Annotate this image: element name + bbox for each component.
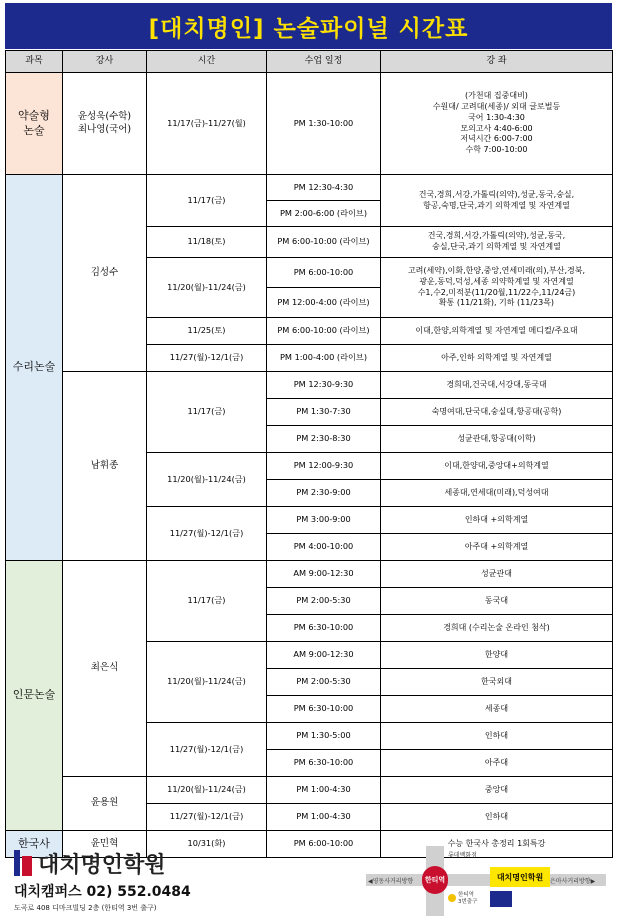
course-cell: 동국대 — [381, 588, 613, 615]
period-cell: 11/27(월)-12/1(금) — [147, 345, 267, 372]
location-map — [366, 846, 606, 916]
schedule-cell: PM 2:00-5:30 — [267, 588, 381, 615]
course-cell: 한국외대 — [381, 669, 613, 696]
subject-cell: 수리논술 — [6, 175, 63, 561]
course-cell: 경희대,건국대,서강대,동국대 — [381, 372, 613, 399]
course-cell: 중앙대 — [381, 777, 613, 804]
table-row — [6, 372, 613, 399]
instructor-cell: 윤용원 — [63, 777, 147, 831]
academy-address: 도곡로 408 디마크빌딩 2층 (한티역 3번 출구) — [14, 904, 157, 912]
course-cell: 수능 한국사 총정리 1회특강 — [381, 831, 613, 858]
period-cell: 11/17(금) — [147, 175, 267, 227]
subject-cell: 약술형 논술 — [6, 73, 63, 175]
map-direction-left: ◀영동사거리방향 — [368, 878, 414, 885]
period-cell: 11/27(월)-12/1(금) — [147, 507, 267, 561]
academy-logo-icon — [14, 850, 32, 876]
schedule-cell: PM 4:00-10:00 — [267, 534, 381, 561]
header-instructor: 강사 — [63, 51, 147, 73]
academy-name: 대치명인학원 — [38, 853, 166, 878]
schedule-cell: AM 9:00-12:30 — [267, 561, 381, 588]
course-cell: 숙명여대,단국대,숭실대,항공대(공학) — [381, 399, 613, 426]
course-cell: 성균관대 — [381, 561, 613, 588]
schedule-cell: PM 6:00-10:00 — [267, 258, 381, 288]
schedule-cell: PM 2:00-6:00 (라이브) — [267, 201, 381, 227]
campus-phone: 대치캠퍼스 02) 552.0484 — [14, 884, 191, 900]
course-cell: 아주대 +의학계열 — [381, 534, 613, 561]
schedule-cell: PM 6:30-10:00 — [267, 696, 381, 723]
schedule-table — [5, 50, 613, 858]
subway-exit-label: 한티역 3번출구 — [458, 892, 478, 905]
schedule-cell: PM 6:00-10:00 (라이브) — [267, 227, 381, 258]
period-cell: 11/20(월)-11/24(금) — [147, 642, 267, 723]
period-cell: 11/20(월)-11/24(금) — [147, 777, 267, 804]
instructor-cell: 남휘종 — [63, 372, 147, 561]
course-cell: 건국,경희,서강,가톨릭(의약),성균,동국, 숭실,단국,과기 의학계열 및 자연계열 — [381, 227, 613, 258]
schedule-cell: PM 1:30-10:00 — [267, 73, 381, 175]
period-cell: 11/18(토) — [147, 227, 267, 258]
schedule-cell: PM 1:00-4:30 — [267, 777, 381, 804]
course-cell: 인하대 — [381, 804, 613, 831]
header-course: 강 좌 — [381, 51, 613, 73]
page-title: [대치명인] 논술파이널 시간표 — [5, 3, 612, 49]
subject-cell: 인문논술 — [6, 561, 63, 831]
instructor-cell: 김성수 — [63, 175, 147, 372]
schedule-cell: PM 6:30-10:00 — [267, 615, 381, 642]
table-row — [6, 777, 613, 804]
course-cell: 성균관대,항공대(이학) — [381, 426, 613, 453]
academy-footer — [10, 846, 260, 916]
schedule-cell: PM 12:30-4:30 — [267, 175, 381, 201]
period-cell: 11/20(월)-11/24(금) — [147, 453, 267, 507]
map-landmark-label: 롯데백화점 — [448, 852, 477, 859]
table-row — [6, 73, 613, 175]
period-cell: 11/17(금) — [147, 561, 267, 642]
course-cell: 이대,한양,의학계열 및 자연계열 메디컬/주요대 — [381, 318, 613, 345]
schedule-cell: PM 6:00-10:00 — [267, 831, 381, 858]
schedule-cell: PM 6:30-10:00 — [267, 750, 381, 777]
header-subject: 과목 — [6, 51, 63, 73]
course-cell: 아주대 — [381, 750, 613, 777]
schedule-cell: PM 12:00-9:30 — [267, 453, 381, 480]
period-cell: 11/20(월)-11/24(금) — [147, 258, 267, 318]
course-cell: 한양대 — [381, 642, 613, 669]
course-cell: (가천대 집중대비) 수원대/ 고려대(세종)/ 외대 글로벌등 국어 1:30-4:30 모의고사 4:40-6:00 저녁시간 6:00-7:00 수학 7:00-10:00 — [381, 73, 613, 175]
header-schedule: 수업 일정 — [267, 51, 381, 73]
subject-cell: 한국사 — [6, 831, 63, 858]
instructor-cell: 윤민혁 — [63, 831, 147, 858]
period-cell: 11/25(토) — [147, 318, 267, 345]
schedule-cell: PM 1:30-5:00 — [267, 723, 381, 750]
table-row — [6, 175, 613, 201]
schedule-cell: PM 12:30-9:30 — [267, 372, 381, 399]
course-cell: 건국,경희,서강,가톨릭(의약),성균,동국,숭실, 항공,숙명,단국,과기 의학계열 및 자연계열 — [381, 175, 613, 227]
schedule-cell: PM 1:00-4:30 — [267, 804, 381, 831]
table-header-row — [6, 51, 613, 73]
course-cell: 세종대,연세대(미래),덕성여대 — [381, 480, 613, 507]
schedule-cell: PM 2:30-9:00 — [267, 480, 381, 507]
schedule-cell: PM 12:00-4:00 (라이브) — [267, 288, 381, 318]
subway-exit-icon — [448, 894, 456, 902]
map-academy-marker: 대치명인학원 — [490, 867, 550, 887]
course-cell: 인하대 — [381, 723, 613, 750]
map-direction-right: 은마사거리방향▶ — [550, 878, 596, 885]
map-building-icon — [490, 891, 512, 907]
course-cell: 인하대 +의학계열 — [381, 507, 613, 534]
header-period: 시간 — [147, 51, 267, 73]
subway-station-marker: 한티역 — [422, 866, 448, 894]
schedule-cell: PM 6:00-10:00 (라이브) — [267, 318, 381, 345]
course-cell: 이대,한양대,중앙대+의학계열 — [381, 453, 613, 480]
course-cell: 고려(세약),이화,한양,중앙,연세미래(의),부산,경북, 광운,동덕,덕성,세종 의약학계열 및 자연계열 수1,수2,미적분(11/20월,11/22수,11/24금) 확통 (11/21화), 기하 (11/23목) — [381, 258, 613, 318]
period-cell: 11/27(월)-12/1(금) — [147, 723, 267, 777]
course-cell: 경희대 (수리논술 온라인 첨삭) — [381, 615, 613, 642]
period-cell: 11/27(월)-12/1(금) — [147, 804, 267, 831]
course-cell: 아주,인하 의학계열 및 자연계열 — [381, 345, 613, 372]
period-cell: 11/17(금)-11/27(월) — [147, 73, 267, 175]
schedule-cell: PM 1:00-4:00 (라이브) — [267, 345, 381, 372]
schedule-cell: AM 9:00-12:30 — [267, 642, 381, 669]
schedule-cell: PM 2:00-5:30 — [267, 669, 381, 696]
course-cell: 세종대 — [381, 696, 613, 723]
schedule-cell: PM 3:00-9:00 — [267, 507, 381, 534]
table-row — [6, 561, 613, 588]
instructor-cell: 최은식 — [63, 561, 147, 777]
instructor-cell: 윤성욱(수학) 최나영(국어) — [63, 73, 147, 175]
schedule-cell: PM 1:30-7:30 — [267, 399, 381, 426]
period-cell: 11/17(금) — [147, 372, 267, 453]
schedule-cell: PM 2:30-8:30 — [267, 426, 381, 453]
period-cell: 10/31(화) — [147, 831, 267, 858]
